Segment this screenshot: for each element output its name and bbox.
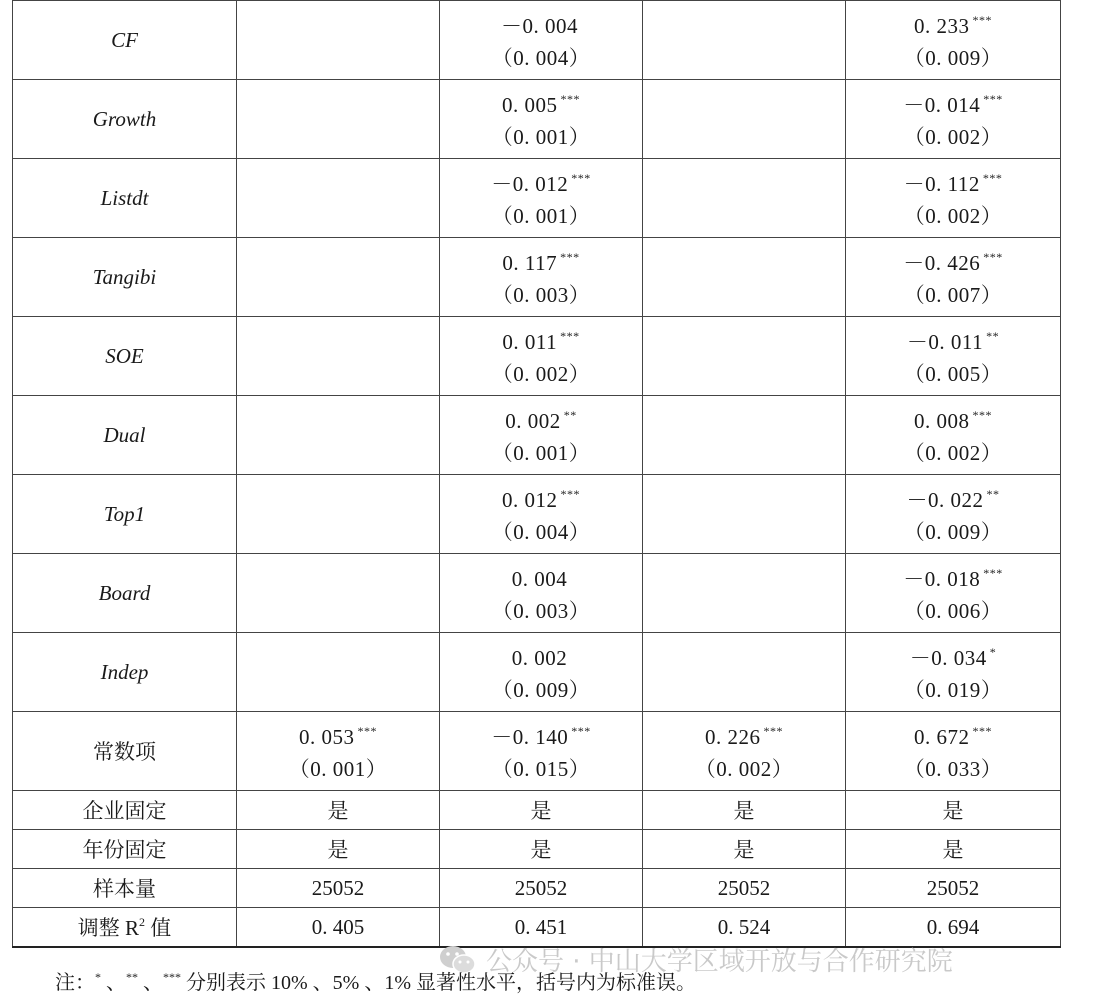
- variable-name: Listdt: [13, 159, 237, 238]
- coef-cell-content: [440, 242, 642, 312]
- estimate-line: [743, 575, 746, 611]
- estimate-line: [705, 716, 783, 752]
- coef-cell: [440, 159, 643, 238]
- coef-cell-content: [846, 400, 1060, 470]
- coef-cell: [643, 159, 846, 238]
- estimate-line: [743, 417, 746, 453]
- std-error: （0. 001）: [288, 757, 388, 781]
- estimate-line: [502, 479, 580, 515]
- coef-cell-content: [237, 716, 439, 786]
- coef-cell: [643, 633, 846, 712]
- estimate-value: －0. 011: [906, 330, 984, 354]
- coef-cell-content: [237, 575, 439, 611]
- estimate-line: [743, 496, 746, 532]
- estimate-line: [914, 400, 992, 436]
- row-value: 0. 524: [643, 908, 846, 948]
- significance-stars: ***: [972, 13, 992, 27]
- coef-cell: [237, 633, 440, 712]
- row-value: 是: [643, 791, 846, 830]
- estimate-line: [903, 84, 1003, 120]
- significance-stars: ***: [571, 724, 591, 738]
- estimate-line: [502, 242, 579, 278]
- std-error: （0. 005）: [903, 362, 1003, 386]
- std-error: （0. 002）: [903, 204, 1003, 228]
- significance-stars: ***: [560, 329, 580, 343]
- coef-cell-content: [846, 5, 1060, 75]
- std-error: （0. 001）: [491, 204, 591, 228]
- estimate-value: －0. 140: [491, 725, 569, 749]
- estimate-line: [903, 558, 1003, 594]
- table-row: [13, 159, 1061, 238]
- coef-cell: [846, 633, 1061, 712]
- r2-superscript: 2: [139, 915, 145, 929]
- coef-cell-content: [846, 84, 1060, 154]
- coef-cell: [643, 317, 846, 396]
- significance-stars: ***: [560, 487, 580, 501]
- coef-cell: [643, 238, 846, 317]
- row-value: 0. 405: [237, 908, 440, 948]
- significance-stars: ***: [571, 171, 591, 185]
- coef-cell: [643, 396, 846, 475]
- estimate-line: [337, 259, 340, 295]
- coef-cell: [440, 633, 643, 712]
- coef-cell: [846, 712, 1061, 791]
- coef-cell-content: [440, 5, 642, 75]
- coef-cell-content: [237, 417, 439, 453]
- std-error: （0. 019）: [903, 678, 1003, 702]
- significance-stars: ***: [983, 250, 1003, 264]
- table-row: [13, 1, 1061, 80]
- coef-cell: [846, 80, 1061, 159]
- note-sep: 、: [101, 972, 126, 994]
- row-value: 是: [237, 830, 440, 869]
- coef-cell-content: [643, 22, 845, 58]
- coef-cell-content: [643, 654, 845, 690]
- coef-cell: [846, 1, 1061, 80]
- constant-label: 常数项: [13, 712, 237, 791]
- note-mark-10: *: [95, 970, 101, 984]
- coef-cell: [237, 317, 440, 396]
- estimate-line: [743, 101, 746, 137]
- estimate-line: [914, 716, 992, 752]
- significance-stars: *: [989, 645, 997, 659]
- row-value: 是: [440, 830, 643, 869]
- coef-cell: [440, 238, 643, 317]
- significance-stars: **: [986, 487, 1000, 501]
- coef-cell: [237, 80, 440, 159]
- coef-cell-content: [440, 400, 642, 470]
- watermark-text: 公众号 · 中山大学区域开放与合作研究院: [486, 947, 953, 977]
- coef-cell: [643, 554, 846, 633]
- coef-cell-content: [237, 101, 439, 137]
- std-error: （0. 006）: [903, 599, 1003, 623]
- coef-cell-content: [440, 716, 642, 786]
- coef-cell-content: [643, 575, 845, 611]
- estimate-line: [337, 180, 340, 216]
- significance-stars: ***: [560, 250, 580, 264]
- coef-cell-content: [846, 163, 1060, 233]
- std-error: （0. 033）: [903, 757, 1003, 781]
- std-error: （0. 001）: [491, 125, 591, 149]
- coef-cell-content: [237, 22, 439, 58]
- coef-cell: [440, 475, 643, 554]
- estimate-line: [914, 5, 992, 41]
- coef-cell: [846, 554, 1061, 633]
- row-label: [13, 908, 237, 948]
- estimate-line: [505, 400, 577, 436]
- row-value: 是: [643, 830, 846, 869]
- significance-stars: **: [986, 329, 1000, 343]
- table-row: [13, 475, 1061, 554]
- r2-label-text: 调整 R: [77, 916, 139, 940]
- estimate-value: －0. 022: [906, 488, 984, 512]
- estimate-value: 0. 005: [502, 93, 558, 117]
- estimate-value: －0. 426: [903, 251, 981, 275]
- estimate-line: [491, 716, 591, 752]
- coef-cell: [440, 1, 643, 80]
- coef-cell: [440, 554, 643, 633]
- estimate-line: [907, 479, 1000, 515]
- table-note: [55, 966, 696, 995]
- variable-name: CF: [13, 1, 237, 80]
- table-row: [13, 633, 1061, 712]
- row-value: 是: [440, 791, 643, 830]
- coef-cell-content: [237, 180, 439, 216]
- std-error: （0. 002）: [903, 125, 1003, 149]
- row-value: 25052: [237, 869, 440, 908]
- estimate-line: [743, 22, 746, 58]
- variable-name: Growth: [13, 80, 237, 159]
- coef-cell: [440, 396, 643, 475]
- row-label: 年份固定: [13, 830, 237, 869]
- coef-cell: [237, 554, 440, 633]
- std-error: （0. 002）: [694, 757, 794, 781]
- firm-fixed-effects-row: [13, 791, 1061, 830]
- estimate-value: 0. 053: [299, 725, 355, 749]
- estimate-value: 0. 233: [914, 14, 970, 38]
- table-row-constant: [13, 712, 1061, 791]
- coef-cell-content: [237, 496, 439, 532]
- year-fixed-effects-row: [13, 830, 1061, 869]
- row-label: 样本量: [13, 869, 237, 908]
- table-row: [13, 317, 1061, 396]
- estimate-line: [743, 180, 746, 216]
- coef-cell: [643, 712, 846, 791]
- estimate-line: [512, 558, 571, 594]
- note-mark-1: ***: [163, 970, 181, 984]
- estimate-line: [337, 22, 340, 58]
- table-row: [13, 396, 1061, 475]
- coef-cell-content: [846, 716, 1060, 786]
- note-text: 分别表示 10% 、5% 、1% 显著性水平，括号内为标准误。: [181, 972, 696, 994]
- coef-cell: [237, 238, 440, 317]
- significance-stars: ***: [972, 408, 992, 422]
- coef-cell-content: [440, 558, 642, 628]
- estimate-line: [337, 417, 340, 453]
- row-value: 0. 694: [846, 908, 1061, 948]
- row-value: 25052: [643, 869, 846, 908]
- variable-name: Dual: [13, 396, 237, 475]
- coef-cell-content: [643, 180, 845, 216]
- estimate-line: [904, 163, 1003, 199]
- std-error: （0. 009）: [491, 678, 591, 702]
- r2-label-suffix: 值: [145, 916, 172, 940]
- estimate-line: [337, 101, 340, 137]
- estimate-line: [337, 575, 340, 611]
- significance-stars: ***: [357, 724, 377, 738]
- estimate-line: [502, 84, 580, 120]
- std-error: （0. 009）: [903, 520, 1003, 544]
- coef-cell-content: [440, 84, 642, 154]
- coef-cell-content: [440, 321, 642, 391]
- estimate-line: [299, 716, 377, 752]
- table-row: [13, 238, 1061, 317]
- significance-stars: ***: [982, 171, 1003, 185]
- estimate-line: [337, 496, 340, 532]
- coef-cell-content: [643, 101, 845, 137]
- estimate-value: 0. 226: [705, 725, 761, 749]
- coef-cell-content: [846, 242, 1060, 312]
- coef-cell-content: [237, 338, 439, 374]
- table-row: [13, 80, 1061, 159]
- coef-cell: [237, 159, 440, 238]
- std-error: （0. 004）: [491, 520, 591, 544]
- row-label: 企业固定: [13, 791, 237, 830]
- coef-cell-content: [846, 321, 1060, 391]
- coef-cell: [643, 1, 846, 80]
- significance-stars: ***: [983, 566, 1003, 580]
- coef-cell-content: [643, 338, 845, 374]
- estimate-value: －0. 014: [903, 93, 981, 117]
- estimate-value: 0. 008: [914, 409, 970, 433]
- significance-stars: ***: [763, 724, 783, 738]
- std-error: （0. 002）: [903, 441, 1003, 465]
- coef-cell-content: [237, 654, 439, 690]
- estimate-value: 0. 002: [505, 409, 561, 433]
- estimate-line: [743, 259, 746, 295]
- std-error: （0. 003）: [491, 599, 591, 623]
- coef-cell-content: [440, 637, 642, 707]
- estimate-value: 0. 672: [914, 725, 970, 749]
- std-error: （0. 004）: [491, 46, 591, 70]
- coef-cell-content: [643, 716, 845, 786]
- estimate-value: 0. 012: [502, 488, 558, 512]
- coef-cell: [846, 238, 1061, 317]
- estimate-value: 0. 004: [511, 567, 568, 591]
- row-value: 25052: [440, 869, 643, 908]
- table-row: [13, 554, 1061, 633]
- coef-cell-content: [643, 417, 845, 453]
- estimate-value: －0. 034: [909, 646, 987, 670]
- coef-cell-content: [643, 259, 845, 295]
- estimate-line: [491, 163, 591, 199]
- coef-cell: [440, 317, 643, 396]
- estimate-value: 0. 002: [511, 646, 568, 670]
- coef-cell-content: [643, 496, 845, 532]
- coef-cell-content: [846, 558, 1060, 628]
- estimate-line: [512, 637, 571, 673]
- estimate-line: [337, 654, 340, 690]
- note-mark-5: **: [126, 970, 138, 984]
- estimate-line: [502, 321, 579, 357]
- row-value: 25052: [846, 869, 1061, 908]
- coef-cell: [643, 80, 846, 159]
- row-value: 是: [846, 830, 1061, 869]
- significance-stars: **: [563, 408, 577, 422]
- std-error: （0. 007）: [903, 283, 1003, 307]
- significance-stars: ***: [560, 92, 580, 106]
- variable-name: SOE: [13, 317, 237, 396]
- estimate-value: －0. 004: [501, 14, 578, 38]
- estimate-line: [743, 654, 746, 690]
- std-error: （0. 003）: [491, 283, 591, 307]
- estimate-value: －0. 018: [903, 567, 981, 591]
- note-sep: 、: [138, 972, 163, 994]
- row-value: 是: [846, 791, 1061, 830]
- coef-cell: [846, 475, 1061, 554]
- variable-name: Board: [13, 554, 237, 633]
- std-error: （0. 001）: [491, 441, 591, 465]
- coef-cell: [237, 1, 440, 80]
- coef-cell: [846, 159, 1061, 238]
- variable-name: Tangibi: [13, 238, 237, 317]
- coef-cell-content: [440, 163, 642, 233]
- estimate-line: [743, 338, 746, 374]
- regression-table: [12, 0, 1061, 948]
- coef-cell-content: [237, 259, 439, 295]
- variable-name: Top1: [13, 475, 237, 554]
- note-prefix: 注：: [55, 972, 95, 994]
- variable-name: Indep: [13, 633, 237, 712]
- coef-cell: [643, 475, 846, 554]
- std-error: （0. 009）: [903, 46, 1003, 70]
- estimate-line: [907, 321, 999, 357]
- row-value: 0. 451: [440, 908, 643, 948]
- coef-cell: [237, 396, 440, 475]
- estimate-value: －0. 012: [491, 172, 569, 196]
- coef-cell: [237, 475, 440, 554]
- coef-cell: [846, 396, 1061, 475]
- estimate-value: －0. 112: [903, 172, 980, 196]
- coef-cell-content: [846, 479, 1060, 549]
- estimate-line: [337, 338, 340, 374]
- estimate-line: [501, 5, 581, 41]
- estimate-value: 0. 011: [502, 330, 558, 354]
- sample-size-row: [13, 869, 1061, 908]
- estimate-line: [903, 242, 1003, 278]
- std-error: （0. 002）: [491, 362, 591, 386]
- coef-cell-content: [440, 479, 642, 549]
- row-value: 是: [237, 791, 440, 830]
- estimate-value: 0. 117: [502, 251, 558, 275]
- coef-cell: [237, 712, 440, 791]
- coef-cell: [846, 317, 1061, 396]
- std-error: （0. 015）: [491, 757, 591, 781]
- coef-cell: [440, 712, 643, 791]
- coef-cell: [440, 80, 643, 159]
- significance-stars: ***: [972, 724, 992, 738]
- estimate-line: [910, 637, 997, 673]
- significance-stars: ***: [983, 92, 1003, 106]
- coef-cell-content: [846, 637, 1060, 707]
